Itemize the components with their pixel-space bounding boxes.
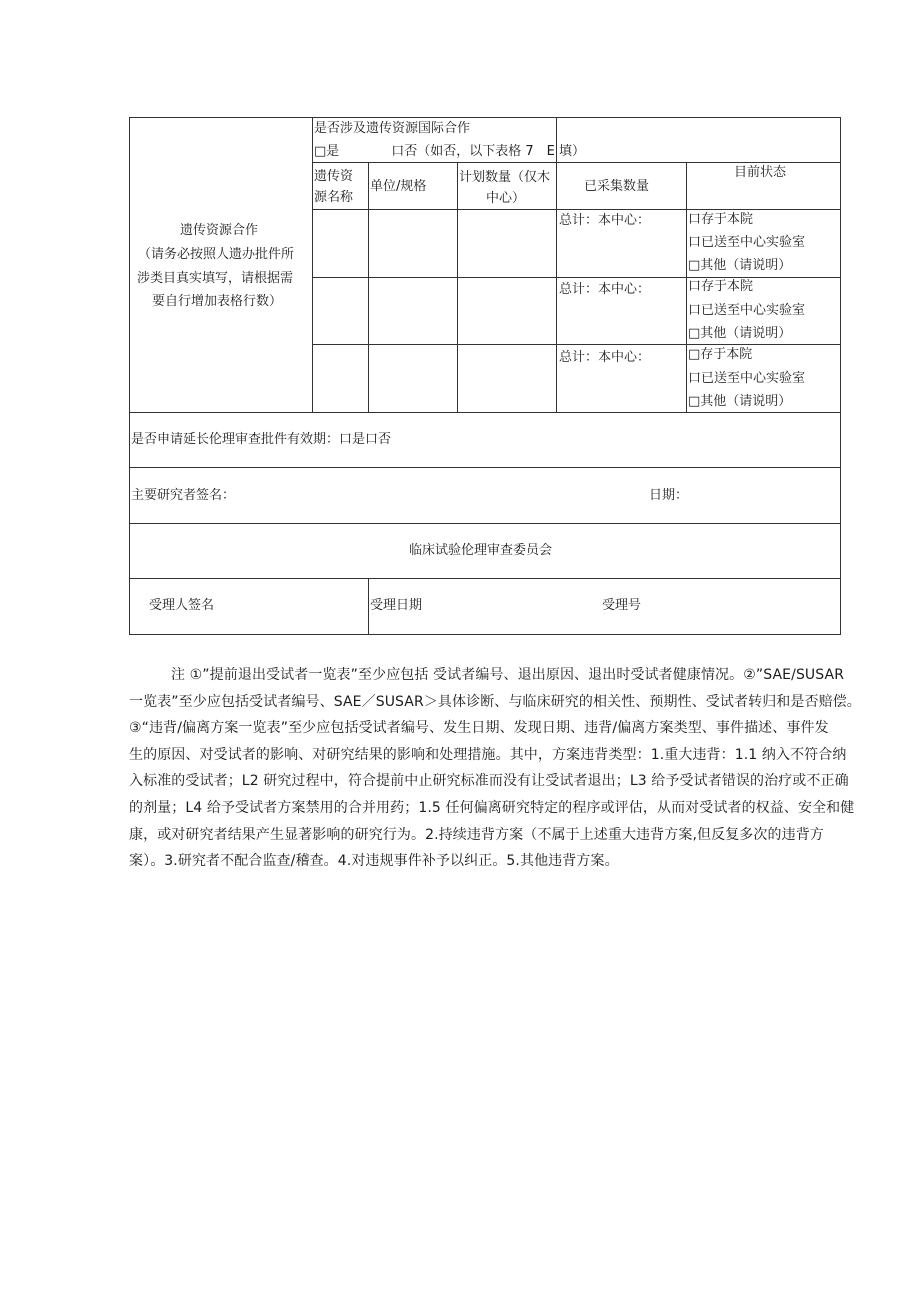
table-border [129, 634, 841, 635]
row-status-option[interactable]: □其他（请说明） [688, 326, 792, 341]
intl-cooperation-question: 是否涉及遗传资源国际合作 [314, 121, 471, 136]
table-border [129, 523, 841, 524]
footnote-line: ③“违背/偏离方案一览表”至少应包括受试者编号、发生日期、发现日期、违背/偏离方案类型、事件描述、事件发 [129, 720, 829, 737]
receiver-signature-label: 受理人签名 [149, 598, 215, 613]
table-border [312, 117, 313, 412]
genetic-section-note: （请务必按照人遗办批件所 [138, 247, 295, 262]
table-border [312, 209, 841, 210]
row-status-option[interactable]: □存于本院 [688, 347, 753, 362]
header-planned-quantity: 中心） [486, 191, 526, 206]
row-status-option[interactable]: 口存于本院 [688, 212, 754, 227]
table-border [129, 467, 841, 468]
footnote-line: 的剂量；L4 给予受试者方案禁用的合并用药；1.5 任何偏离研究特定的程序或评估，从而对受试者的权益、安全和健 [129, 799, 855, 816]
footnote-line: 入标准的受试者；L2 研究过程中，符合提前中止研究标准而没有让受试者退出；L3 给予受试者错误的治疗或不正确 [129, 773, 849, 790]
header-unit-spec: 单位/规格 [370, 179, 427, 194]
table-border [129, 578, 841, 579]
pi-date-label: 日期： [649, 488, 689, 503]
row-status-option[interactable]: 口已送至中心实验室 [688, 235, 806, 250]
row-status-option[interactable]: □其他（请说明） [688, 394, 792, 409]
table-border [129, 117, 841, 118]
table-border [368, 162, 369, 412]
header-resource-name: 遗传资 [314, 169, 354, 184]
genetic-section-title: 遗传资源合作 [180, 223, 259, 238]
table-border [129, 412, 841, 413]
table-border [312, 344, 841, 345]
header-resource-name: 源名称 [314, 190, 354, 205]
footnote-line: 一览表”至少应包括受试者编号、SAE／SUSAR＞具体诊断、与临床研究的相关性、预期性、受试者转归和是否赔偿。 [129, 693, 861, 710]
table-border [686, 162, 687, 412]
row-status-option[interactable]: □其他（请说明） [688, 258, 792, 273]
genetic-section-note: 涉类目真实填写，请根据需 [137, 271, 294, 286]
header-current-status: 目前状态 [734, 165, 787, 180]
extension-question[interactable]: 是否申请延长伦理审查批件有效期：口是口否 [131, 432, 392, 447]
receipt-date-label: 受理日期 [370, 598, 423, 613]
table-border [457, 162, 458, 412]
table-border [368, 578, 369, 634]
table-border [840, 117, 841, 635]
genetic-section-note: 要自行增加表格行数） [152, 294, 283, 309]
committee-title: 临床试验伦理审查委员会 [409, 543, 553, 558]
footnote [129, 662, 861, 875]
header-planned-quantity: 计划数量（仅木 [459, 170, 551, 185]
row-status-option[interactable]: 口存于本院 [688, 279, 754, 294]
receipt-number-label: 受理号 [602, 598, 642, 613]
pi-signature-label: 主要研究者签名： [131, 488, 236, 503]
intl-cooperation-options[interactable]: □是 口否（如否，以下表格 7 E 填） [314, 144, 586, 159]
table-border [556, 162, 557, 412]
footnote-line: 生的原因、对受试者的影响、对研究结果的影响和处理措施。其中，方案违背类型：1.重大违背：1.1 纳入不符合纳 [129, 746, 847, 763]
footnote-line: 案）。3.研究者不配合监查/稽查。4.对违规事件补予以纠正。5.其他违背方案。 [129, 853, 619, 870]
row-collected-total[interactable]: 总计：本中心： [559, 213, 651, 228]
footnote-line: 康，或对研究者结果产生显著影响的研究行为。2.持续违背方案（不属于上述重大违背方案,但反复多次的违背方 [129, 826, 824, 843]
footnote-line: 注 ①”提前退出受试者一览表”至少应包括 受试者编号、退出原因、退出时受试者健康情况。②”SAE/SUSAR [171, 667, 845, 683]
header-collected-quantity: 已采集数量 [584, 179, 650, 194]
row-collected-total[interactable]: 总计：本中心： [559, 350, 651, 365]
table-border [129, 117, 130, 635]
table-border [312, 162, 841, 163]
row-status-option[interactable]: 口已送至中心实验室 [688, 303, 806, 318]
table-border [312, 277, 841, 278]
row-status-option[interactable]: 口已送至中心实验室 [688, 371, 806, 386]
row-collected-total[interactable]: 总计：本中心： [559, 282, 651, 297]
